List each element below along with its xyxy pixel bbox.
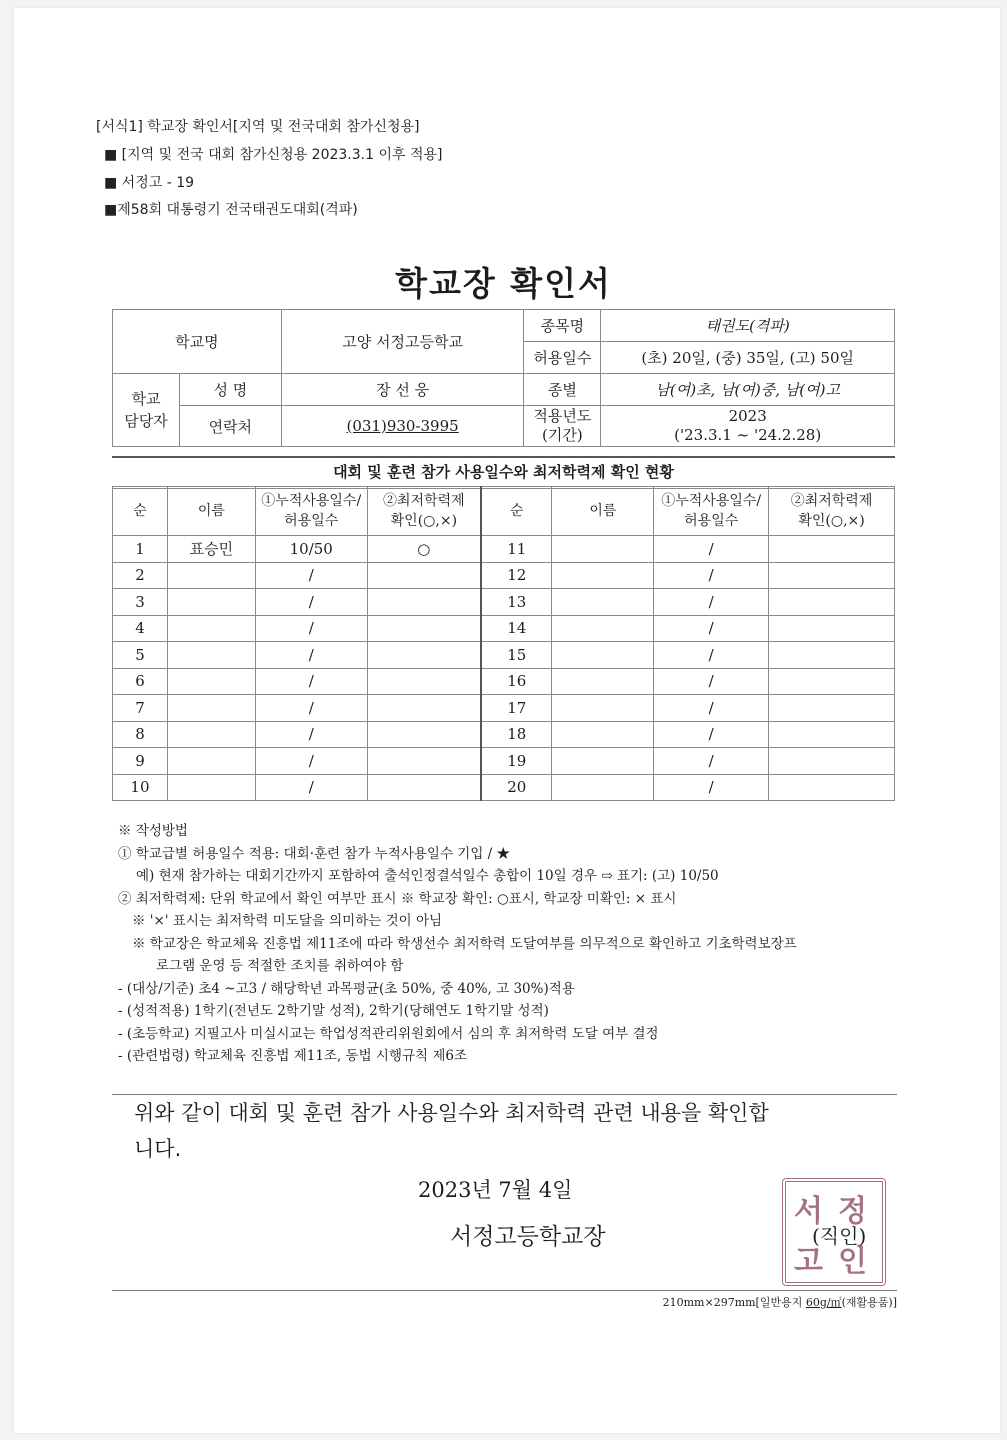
table-row	[113, 695, 895, 722]
name-value: 장 선 웅	[281, 374, 524, 406]
col-days: ①누적사용일수/ 허용일수	[255, 487, 367, 536]
list-title: 대회 및 훈련 참가 사용일수와 최저학력제 확인 현황	[112, 456, 895, 489]
col-name-2: 이름	[552, 487, 654, 536]
row-days-2: /	[654, 748, 769, 775]
table-row	[113, 562, 895, 589]
event-value: 태권도(격파)	[601, 310, 895, 342]
row-seq: 9	[113, 748, 168, 775]
confirmation-text	[112, 1094, 897, 1167]
year-value: 2023	[728, 407, 767, 425]
issue-date: 2023년 7월 4일	[418, 1178, 573, 1202]
row-days-2: /	[654, 695, 769, 722]
row-days: /	[255, 695, 367, 722]
row-name-2	[552, 748, 654, 775]
row-seq-2: 16	[481, 668, 552, 695]
confirmation-line-2: 니다.	[134, 1137, 182, 1161]
row-name-2	[552, 562, 654, 589]
row-seq-2: 18	[481, 721, 552, 748]
row-check-2	[769, 562, 895, 589]
row-seq: 2	[113, 562, 168, 589]
row-check-2	[769, 748, 895, 775]
signer-title: 서정고등학교장	[450, 1224, 606, 1250]
table-row	[113, 668, 895, 695]
note-line: ※ '×' 표시는 최저학력 미도달을 의미하는 것이 아님	[132, 913, 443, 929]
row-name-2	[552, 668, 654, 695]
paper-size: 210mm×297mm[일반용지	[662, 1296, 806, 1309]
row-check-2	[769, 721, 895, 748]
row-check	[367, 615, 481, 642]
row-check-2	[769, 668, 895, 695]
row-name	[167, 615, 255, 642]
paper-spec	[663, 1294, 897, 1310]
event-label: 종목명	[524, 310, 601, 342]
table-row	[113, 615, 895, 642]
row-days: 10/50	[255, 536, 367, 563]
paper-weight: 60g/㎡	[805, 1296, 842, 1309]
row-seq: 5	[113, 642, 168, 669]
col-seq-2: 순	[481, 487, 552, 536]
row-check	[367, 748, 481, 775]
row-seq-2: 20	[481, 774, 552, 801]
paper-recycle: (재활용품)]	[841, 1296, 897, 1309]
row-days: /	[255, 721, 367, 748]
row-seq: 7	[113, 695, 168, 722]
allowed-value: (초) 20일, (중) 35일, (고) 50일	[601, 342, 895, 374]
row-check: ○	[367, 536, 481, 563]
row-check	[367, 562, 481, 589]
row-name-2	[552, 536, 654, 563]
row-days-2: /	[654, 721, 769, 748]
row-name	[167, 589, 255, 616]
row-check-2	[769, 695, 895, 722]
confirmation-line-1: 위와 같이 대회 및 훈련 참가 사용일수와 최저학력 관련 내용을 확인합	[134, 1101, 769, 1125]
row-name-2	[552, 695, 654, 722]
row-seq-2: 12	[481, 562, 552, 589]
row-name-2	[552, 589, 654, 616]
school-value: 고양 서정고등학교	[281, 310, 524, 374]
col-check-2: ②최저학력제 확인(○,×)	[769, 487, 895, 536]
row-check-2	[769, 536, 895, 563]
note-line: ※ 작성방법	[118, 823, 188, 839]
row-days-2: /	[654, 615, 769, 642]
header-line-1: ■ [지역 및 전국 대회 참가신청용 2023.3.1 이후 적용]	[104, 147, 443, 163]
manager-label: 학교 담당자	[113, 374, 180, 447]
note-line: - (성적적용) 1학기(전년도 2학기말 성적), 2학기(당해연도 1학기말 성적)	[118, 1003, 549, 1019]
note-line: ① 학교급별 허용일수 적용: 대회·훈련 참가 누적사용일수 기입 / ★	[118, 845, 510, 862]
footer-divider	[112, 1290, 897, 1291]
row-seq: 6	[113, 668, 168, 695]
row-check	[367, 642, 481, 669]
row-check-2	[769, 615, 895, 642]
type-label: 종별	[524, 374, 601, 406]
table-row	[113, 589, 895, 616]
row-seq: 10	[113, 774, 168, 801]
instructions	[118, 820, 908, 1068]
row-days-2: /	[654, 642, 769, 669]
note-line: 예) 현재 참가하는 대회기간까지 포함하여 출석인정결석일수 총합이 10일 경우 ⇨ 표기: (고) 10/50	[136, 868, 719, 884]
row-check	[367, 695, 481, 722]
header-line-2: ■ 서정고 - 19	[104, 175, 195, 191]
row-check	[367, 589, 481, 616]
table-row	[113, 536, 895, 563]
row-seq: 8	[113, 721, 168, 748]
school-label: 학교명	[113, 310, 282, 374]
row-name-2	[552, 721, 654, 748]
row-name	[167, 695, 255, 722]
row-days: /	[255, 774, 367, 801]
row-days-2: /	[654, 562, 769, 589]
row-check-2	[769, 774, 895, 801]
row-days: /	[255, 748, 367, 775]
official-seal-icon: 서 정 고 인	[782, 1178, 886, 1286]
row-check-2	[769, 642, 895, 669]
row-check	[367, 668, 481, 695]
row-name-2	[552, 642, 654, 669]
type-value: 남(여)초, 남(여)중, 남(여)고	[601, 374, 895, 406]
row-days: /	[255, 589, 367, 616]
row-check-2	[769, 589, 895, 616]
name-label: 성 명	[179, 374, 281, 406]
row-name	[167, 642, 255, 669]
year-cell	[601, 406, 895, 447]
col-name: 이름	[167, 487, 255, 536]
row-check	[367, 721, 481, 748]
note-line: - (초등학교) 지필고사 미실시교는 학업성적관리위원회에서 심의 후 최저학력 도달 여부 결정	[118, 1025, 659, 1042]
row-seq: 4	[113, 615, 168, 642]
row-name-2	[552, 615, 654, 642]
row-days: /	[255, 562, 367, 589]
row-seq: 3	[113, 589, 168, 616]
year-period: ('23.3.1 ~ '24.2.28)	[674, 426, 822, 444]
info-table	[112, 309, 895, 447]
row-days-2: /	[654, 589, 769, 616]
row-days: /	[255, 668, 367, 695]
document-title: 학교장 확인서	[395, 264, 612, 303]
row-name	[167, 774, 255, 801]
form-label: [서식1] 학교장 확인서[지역 및 전국대회 참가신청용]	[96, 119, 420, 135]
row-name	[167, 562, 255, 589]
header-line-3: ■제58회 대통령기 전국태권도대회(격파)	[104, 202, 358, 218]
row-days-2: /	[654, 536, 769, 563]
row-days: /	[255, 642, 367, 669]
note-line: - (관련법령) 학교체육 진흥법 제11조, 동법 시행규칙 제6조	[118, 1048, 468, 1064]
row-name-2	[552, 774, 654, 801]
contact-label: 연락처	[179, 406, 281, 447]
col-check: ②최저학력제 확인(○,×)	[367, 487, 481, 536]
table-row	[113, 774, 895, 801]
table-row	[113, 748, 895, 775]
row-days: /	[255, 615, 367, 642]
allowed-label: 허용일수	[524, 342, 601, 374]
participant-table	[112, 486, 895, 801]
table-row	[113, 721, 895, 748]
row-seq-2: 11	[481, 536, 552, 563]
note-line: ※ 학교장은 학교체육 진흥법 제11조에 따라 학생선수 최저학력 도달여부를 의무적으로 확인하고 기초학력보장프	[132, 935, 797, 952]
row-days-2: /	[654, 774, 769, 801]
row-seq-2: 19	[481, 748, 552, 775]
col-days-2: ①누적사용일수/ 허용일수	[654, 487, 769, 536]
row-seq-2: 13	[481, 589, 552, 616]
row-name	[167, 748, 255, 775]
note-line: ② 최저학력제: 단위 학교에서 확인 여부만 표시 ※ 학교장 확인: ○표시, 학교장 미확인: × 표시	[118, 890, 677, 907]
row-seq: 1	[113, 536, 168, 563]
row-days-2: /	[654, 668, 769, 695]
table-row	[113, 642, 895, 669]
row-seq-2: 15	[481, 642, 552, 669]
note-line: 로그램 운영 등 적절한 조치를 취하여야 함	[156, 958, 404, 974]
row-name	[167, 668, 255, 695]
contact-value: (031)930-3995	[281, 406, 524, 447]
row-check	[367, 774, 481, 801]
col-seq: 순	[113, 487, 168, 536]
note-line: - (대상/기준) 초4 ~고3 / 해당학년 과목평균(초 50%, 중 40%, 고 30%)적용	[118, 980, 575, 997]
year-label: 적용년도 (기간)	[524, 406, 601, 447]
row-name	[167, 721, 255, 748]
row-seq-2: 17	[481, 695, 552, 722]
row-name: 표승민	[167, 536, 255, 563]
row-seq-2: 14	[481, 615, 552, 642]
seal-label: (직인)	[812, 1224, 867, 1248]
